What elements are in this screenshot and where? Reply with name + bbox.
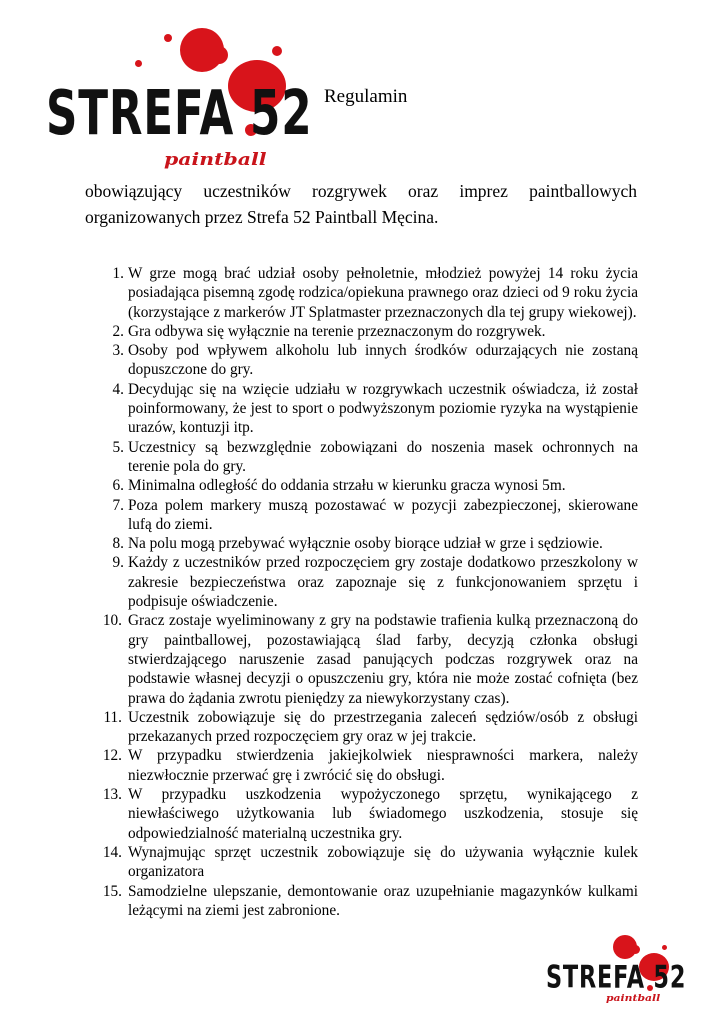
rule-number: 11.	[103, 708, 122, 726]
paint-splat	[272, 46, 282, 56]
rule-text: Na polu mogą przebywać wyłącznie osoby biorące udział w grze i sędziowie.	[128, 535, 603, 553]
intro-paragraph: obowiązujący uczestników rozgrywek oraz imprez paintballowych organizowanych przez Strefa 52 Paintball Męcina.	[85, 181, 637, 227]
rule-number: 5.	[112, 438, 124, 456]
rules-list	[98, 264, 638, 920]
logo-wordmark: STREFA 52	[46, 78, 313, 150]
rule-item	[98, 708, 638, 747]
rule-text: W przypadku uszkodzenia wypożyczonego sprzętu, wynikającego z niewłaściwego użytkowania lub świadomego uszkodzenia, stosuje się odpowiedzialność materialną uczestnika gry.	[128, 786, 638, 842]
paint-splat	[662, 945, 667, 950]
rule-text: Gracz zostaje wyeliminowany z gry na podstawie trafienia kulką przeznaczoną do gry paintballowej, pozostawiającą ślad farby, decyzją członka obsługi stwierdzającego naruszenie zasad panujących podczas rozgrywek oraz na podstawie własnej decyzji o opuszczeniu gry, która nie może zostać cofnięta (bez prawa do żądania zwrotu pieniędzy za niewykorzystany czas).	[128, 612, 638, 707]
rule-number: 7.	[112, 496, 124, 514]
rule-number: 1.	[112, 265, 124, 282]
logo-bottom	[543, 933, 687, 1004]
rule-text: W przypadku stwierdzenia jakiejkolwiek niesprawności markera, należy niezwłocznie przerwać grę i zwrócić się do obsługi.	[128, 747, 638, 784]
logo-subtitle: paintball	[164, 150, 267, 170]
rule-number: 9.	[112, 554, 124, 572]
page-title: Regulamin	[324, 86, 408, 107]
logo-wordmark: STREFA 52	[546, 959, 687, 996]
paint-splat	[135, 60, 142, 67]
rule-item	[98, 534, 638, 553]
rule-item	[98, 882, 638, 921]
rule-item	[98, 438, 638, 477]
logo-top	[40, 20, 313, 170]
rule-text: Osoby pod wpływem alkoholu lub innych środków odurzających nie zostaną dopuszczone do gry.	[128, 342, 638, 379]
rule-item	[98, 553, 638, 611]
rule-text: Decydując się na wzięcie udziału w rozgrywkach uczestnik oświadcza, iż został poinformowany, że jest to sport o podwyższonym poziomie ryzyka na wystąpienie urazów, kontuzji itp.	[128, 380, 638, 437]
rule-text: Minimalna odległość do oddania strzału w kierunku gracza wynosi 5m.	[128, 477, 566, 495]
rule-text: Poza polem markery muszą pozostawać w pozycji zabezpieczonej, skierowane lufą do ziemi.	[128, 496, 638, 533]
rule-text: Uczestnicy są bezwzględnie zobowiązani do noszenia masek ochronnych na terenie pola do gry.	[128, 438, 638, 475]
paint-splat	[210, 46, 228, 64]
rule-number: 4.	[112, 380, 124, 398]
rule-text: Wynajmując sprzęt uczestnik zobowiązuje się do używania wyłącznie kulek organizatora	[128, 843, 638, 881]
rule-item	[98, 264, 638, 322]
rule-text: Uczestnik zobowiązuje się do przestrzegania zaleceń sędziów/osób z obsługi przekazanych przed rozpoczęciem gry oraz w jej trakcie.	[128, 708, 638, 746]
rule-text: W grze mogą brać udział osoby pełnoletnie, młodzież powyżej 14 roku życia posiadająca pisemną zgodę rodzica/opiekuna prawnego oraz dzieci od 9 roku życia (korzystające z markerów JT Splatmaster przeznaczonych dla tej grupy wiekowej).	[128, 265, 638, 321]
rule-item	[98, 476, 638, 495]
rule-text: Każdy z uczestników przed rozpoczęciem gry zostaje dodatkowo przeszkolony w zakresie bezpieczeństwa oraz zapoznaje się z funkcjonowaniem sprzętu i podpisuje oświadczenie.	[128, 554, 638, 611]
rule-number: 2.	[112, 322, 124, 340]
rule-number: 13.	[102, 786, 122, 804]
paint-splat	[631, 945, 640, 954]
rule-number: 8.	[112, 535, 124, 553]
rule-number: 12.	[102, 747, 122, 765]
rule-item	[98, 341, 638, 380]
paint-splat	[164, 34, 172, 42]
rule-text: Samodzielne ulepszanie, demontowanie oraz uzupełnianie magazynków kulkami leżącymi na ziemi jest zabronione.	[128, 882, 638, 919]
logo-subtitle: paintball	[606, 994, 661, 1004]
rule-number: 10.	[102, 612, 122, 630]
rule-number: 15.	[102, 882, 122, 900]
rule-text: Gra odbywa się wyłącznie na terenie przeznaczonym do rozgrywek.	[128, 322, 546, 340]
rule-item	[98, 380, 638, 438]
rule-item	[98, 611, 638, 707]
rule-item	[98, 843, 638, 882]
rule-item	[98, 496, 638, 535]
rule-number: 14.	[102, 843, 122, 861]
rule-item	[98, 746, 638, 785]
rule-item	[98, 785, 638, 843]
rule-item	[98, 322, 638, 341]
rule-number: 6.	[112, 477, 124, 495]
rule-number: 3.	[112, 342, 124, 360]
